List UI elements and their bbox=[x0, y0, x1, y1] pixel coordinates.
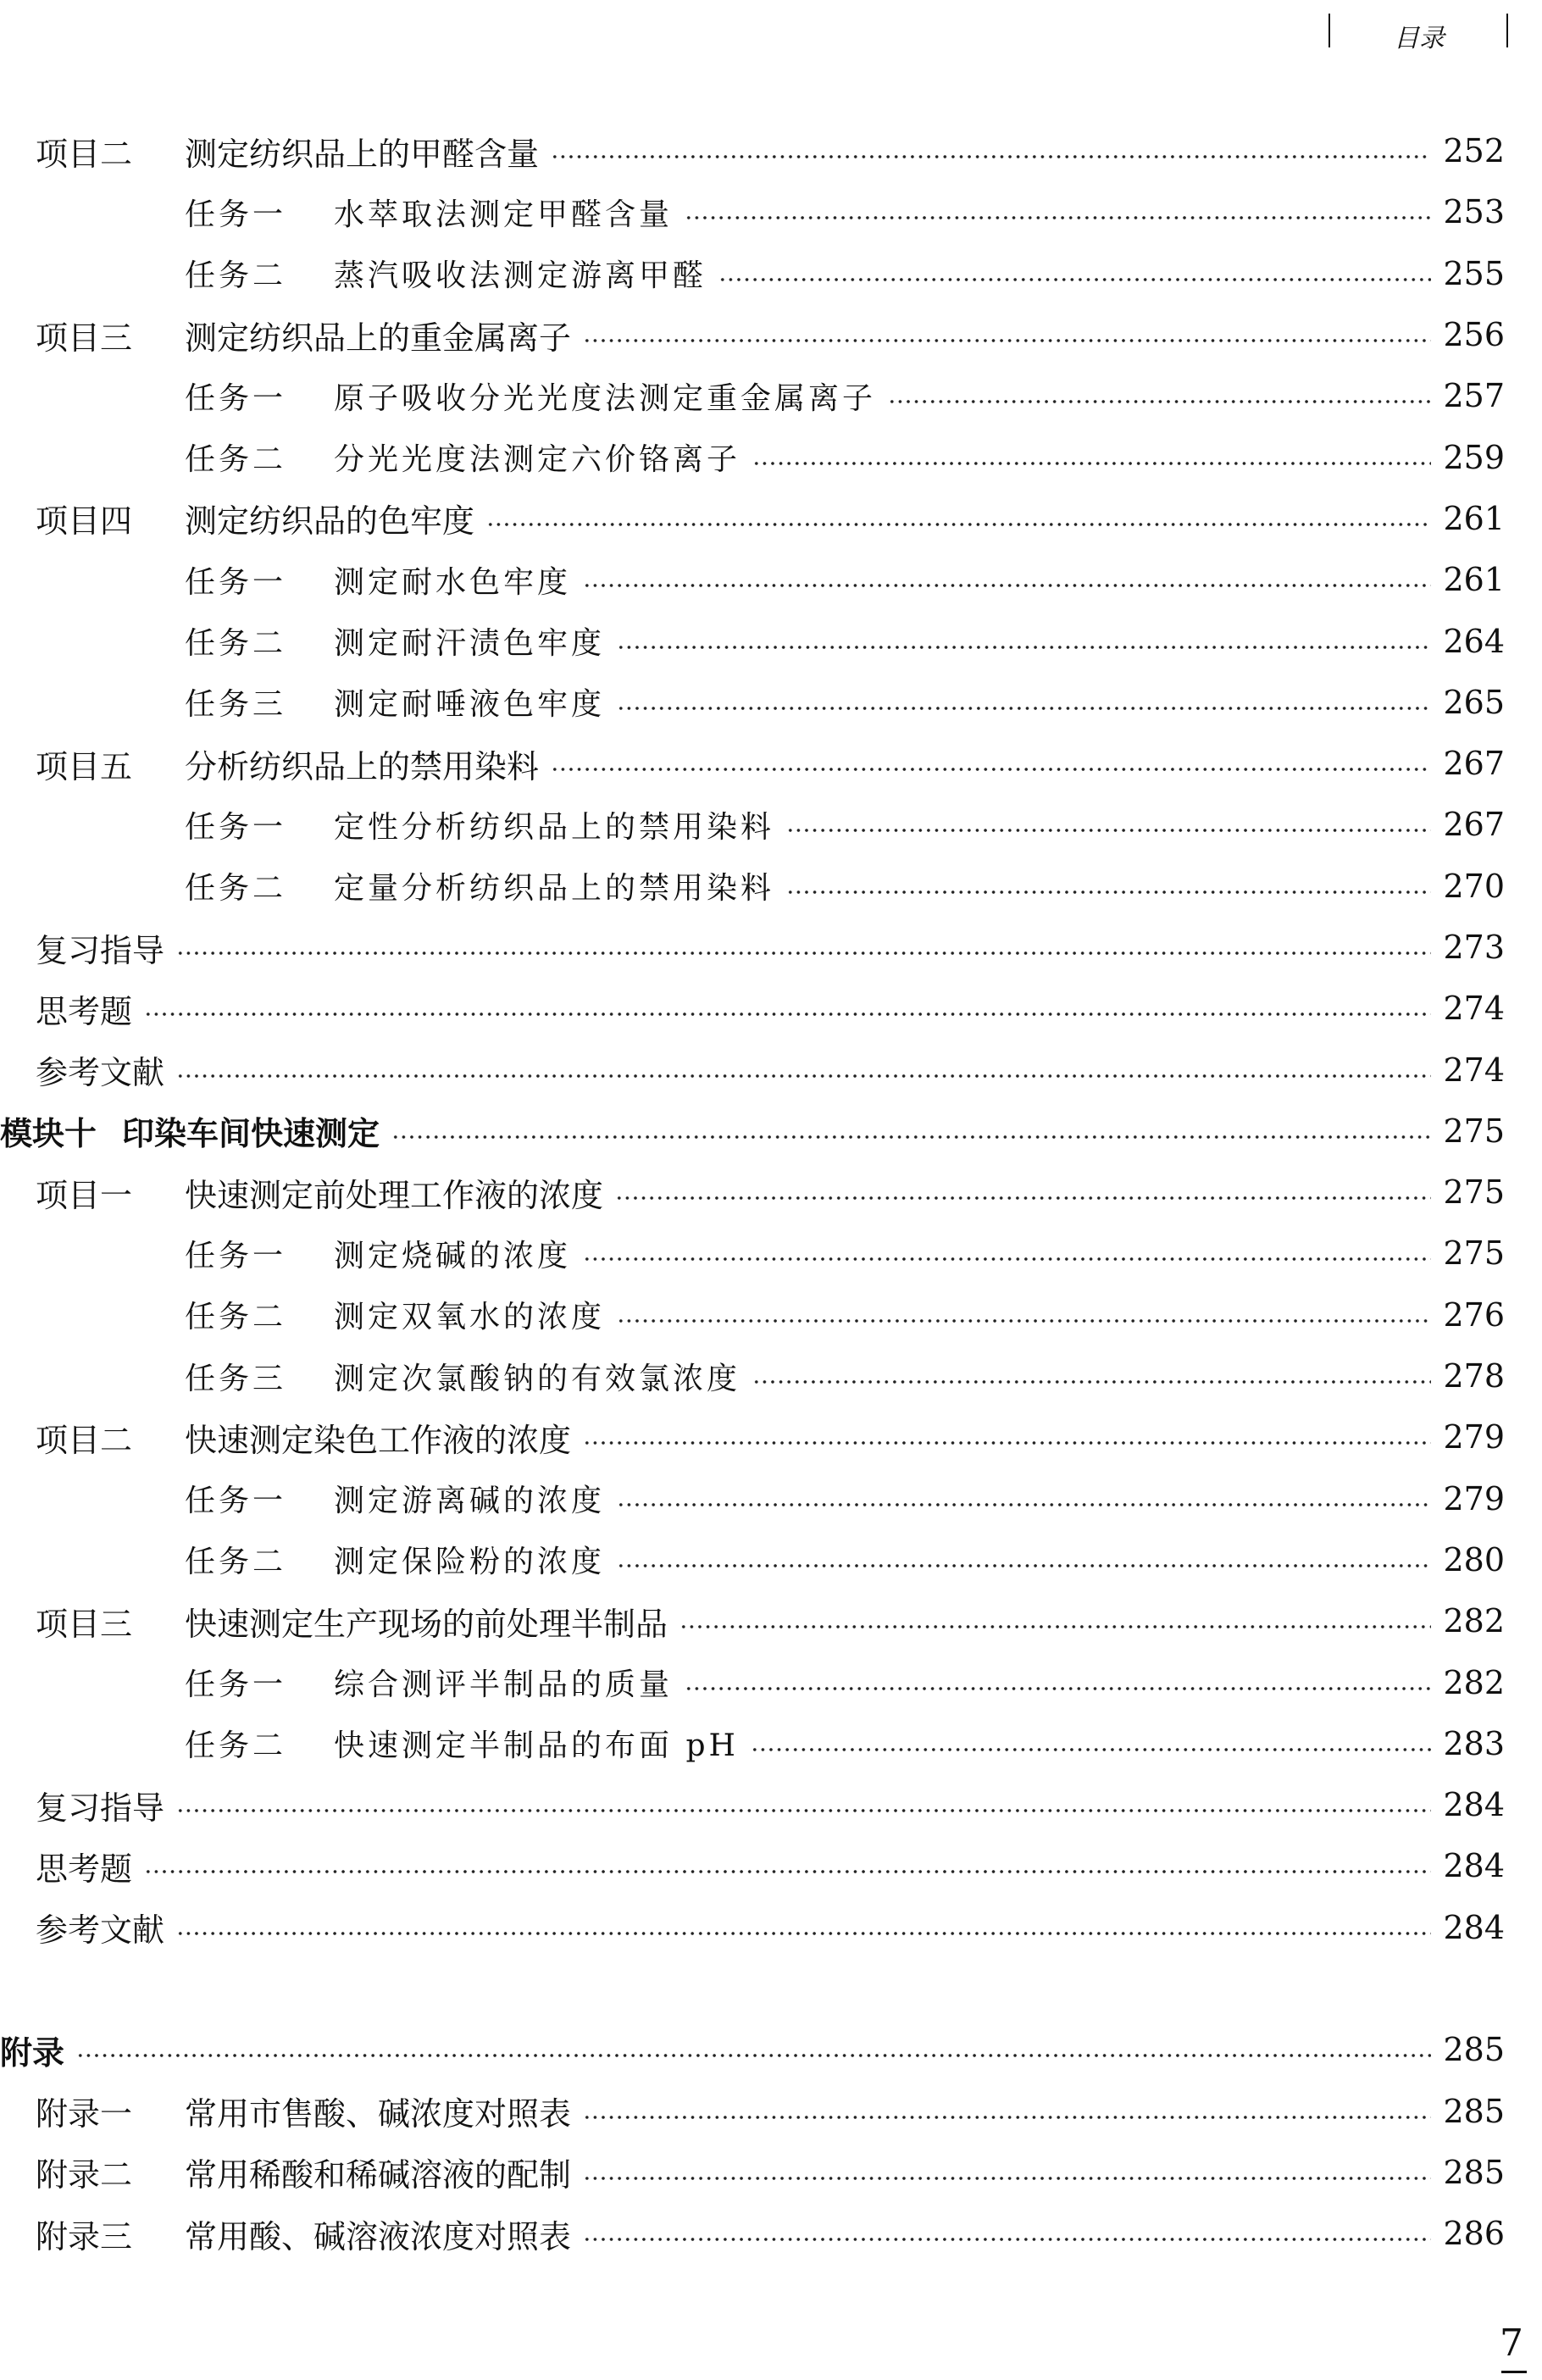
toc-entry-title: 快速测定前处理工作液的浓度 bbox=[185, 1176, 604, 1214]
toc-leader-dots bbox=[786, 890, 1431, 894]
toc-entry-content bbox=[185, 1468, 1505, 1529]
toc-entry-page: 267 bbox=[1443, 806, 1505, 844]
toc-entry-page: 285 bbox=[1443, 2092, 1505, 2130]
toc-entry-title: 综合测评半制品的质量 bbox=[334, 1667, 674, 1703]
toc-entry-page: 284 bbox=[1443, 1786, 1505, 1824]
toc-entry-content bbox=[185, 1284, 1505, 1345]
toc-entry-page: 274 bbox=[1443, 1051, 1505, 1089]
toc-entry-content bbox=[185, 610, 1505, 671]
toc-entry-module[interactable] bbox=[0, 2019, 1542, 2080]
toc-entry-label: 项目三 bbox=[36, 1605, 133, 1643]
toc-entry-title: 水萃取法测定甲醛含量 bbox=[334, 197, 674, 232]
toc-entry-task[interactable] bbox=[0, 1529, 1542, 1590]
toc-entry-content bbox=[36, 1835, 1505, 1896]
toc-entry-title: 测定烧碱的浓度 bbox=[334, 1238, 572, 1273]
toc-entry-page: 264 bbox=[1443, 622, 1505, 660]
toc-entry-label: 任务二 bbox=[185, 626, 287, 662]
toc-entry-module[interactable] bbox=[0, 1101, 1542, 1162]
toc-entry-content bbox=[36, 1162, 1505, 1223]
toc-entry-content bbox=[0, 1101, 1505, 1162]
toc-entry-task[interactable] bbox=[0, 1468, 1542, 1529]
toc-entry-content bbox=[36, 488, 1505, 549]
toc-entry-content bbox=[185, 794, 1505, 855]
toc-leader-dots bbox=[583, 1441, 1431, 1445]
toc-entry-title: 附录 bbox=[0, 2033, 65, 2072]
toc-entry-label: 任务三 bbox=[185, 687, 287, 723]
toc-entry-page: 261 bbox=[1443, 561, 1505, 599]
toc-leader-dots bbox=[583, 584, 1431, 587]
toc-entry-page: 275 bbox=[1443, 1173, 1505, 1212]
toc-entry-project[interactable] bbox=[0, 2081, 1542, 2142]
toc-entry-project[interactable] bbox=[0, 1039, 1542, 1100]
toc-entry-title: 测定游离碱的浓度 bbox=[334, 1484, 606, 1519]
toc-entry-page: 259 bbox=[1443, 438, 1505, 476]
toc-entry-page: 253 bbox=[1443, 193, 1505, 231]
toc-entry-title: 分析纺织品上的禁用染料 bbox=[185, 747, 540, 785]
toc-entry-content bbox=[185, 365, 1505, 426]
toc-entry-title: 测定双氧水的浓度 bbox=[334, 1300, 606, 1335]
toc-entry-content bbox=[36, 2142, 1505, 2203]
toc-leader-dots bbox=[617, 1564, 1431, 1567]
toc-leader-dots bbox=[679, 1625, 1431, 1628]
toc-leader-dots bbox=[617, 1319, 1431, 1323]
toc-leader-dots bbox=[551, 768, 1431, 771]
toc-entry-label: 任务一 bbox=[185, 1238, 287, 1273]
toc-entry-project[interactable] bbox=[0, 733, 1542, 794]
toc-leader-dots bbox=[685, 1687, 1431, 1690]
toc-entry-title: 测定耐水色牢度 bbox=[334, 564, 572, 600]
toc-entry-content bbox=[36, 733, 1505, 794]
toc-entry-content bbox=[36, 1590, 1505, 1651]
toc-entry-page: 282 bbox=[1443, 1663, 1505, 1701]
toc-entry-content bbox=[36, 2081, 1505, 2142]
toc-leader-dots bbox=[718, 278, 1431, 281]
toc-entry-page: 252 bbox=[1443, 132, 1505, 170]
toc-entry-label: 项目二 bbox=[36, 135, 133, 173]
toc-entry-label: 项目四 bbox=[36, 502, 133, 541]
toc-entry-page: 261 bbox=[1443, 499, 1505, 537]
toc-entry-title: 快速测定生产现场的前处理半制品 bbox=[185, 1605, 668, 1643]
toc-entry-label: 项目三 bbox=[36, 319, 133, 357]
toc-entry-title: 快速测定半制品的布面 pH bbox=[334, 1728, 739, 1764]
toc-entry-page: 255 bbox=[1443, 254, 1505, 292]
toc-entry-task[interactable] bbox=[0, 181, 1542, 242]
toc-leader-dots bbox=[176, 1809, 1431, 1812]
toc-entry-label: 附录三 bbox=[36, 2217, 133, 2255]
toc-entry-label: 任务一 bbox=[185, 809, 287, 845]
toc-entry-content bbox=[185, 549, 1505, 610]
toc-leader-dots bbox=[144, 1870, 1431, 1873]
toc-entry-project[interactable] bbox=[0, 1162, 1542, 1223]
toc-entry-title: 复习指导 bbox=[36, 1789, 165, 1827]
toc-entry-label: 任务二 bbox=[185, 442, 287, 478]
toc-entry-project[interactable] bbox=[0, 304, 1542, 365]
toc-entry-title: 思考题 bbox=[36, 1850, 133, 1888]
toc-leader-dots bbox=[176, 1074, 1431, 1078]
toc-leader-dots bbox=[583, 339, 1431, 342]
toc-entry-content bbox=[36, 1406, 1505, 1467]
toc-entry-project[interactable] bbox=[0, 917, 1542, 978]
toc-entry-project[interactable] bbox=[0, 120, 1542, 181]
header-title: 目录 bbox=[1394, 24, 1445, 53]
header-right-rule bbox=[1506, 14, 1508, 47]
toc-entry-title: 测定耐汗渍色牢度 bbox=[334, 626, 606, 662]
toc-entry-title: 分光光度法测定六价铬离子 bbox=[334, 442, 741, 478]
toc-leader-dots bbox=[583, 1257, 1431, 1261]
toc-entry-page: 267 bbox=[1443, 745, 1505, 783]
toc-entry-page: 257 bbox=[1443, 377, 1505, 415]
toc-entry-project[interactable] bbox=[0, 1835, 1542, 1896]
toc-leader-dots bbox=[176, 951, 1431, 955]
toc-entry-page: 284 bbox=[1443, 1847, 1505, 1885]
toc-entry-title: 测定次氯酸钠的有效氯浓度 bbox=[334, 1361, 741, 1396]
toc-entry-title: 印染车间快速测定 bbox=[122, 1115, 380, 1153]
toc-entry-title: 蒸汽吸收法测定游离甲醛 bbox=[334, 258, 707, 294]
toc-entry-project[interactable] bbox=[0, 1774, 1542, 1835]
toc-entry-title: 测定保险粉的浓度 bbox=[334, 1545, 606, 1580]
toc-entry-label: 模块十 bbox=[0, 1115, 97, 1153]
toc-entry-content bbox=[36, 304, 1505, 365]
toc-leader-dots bbox=[888, 400, 1431, 403]
toc-entry-task[interactable] bbox=[0, 243, 1542, 304]
toc-entry-label: 任务一 bbox=[185, 197, 287, 232]
toc-entry-content bbox=[185, 1651, 1505, 1712]
toc-entry-title: 思考题 bbox=[36, 992, 133, 1030]
toc-leader-dots bbox=[583, 2177, 1431, 2180]
toc-entry-page: 275 bbox=[1443, 1112, 1505, 1150]
toc-entry-content bbox=[185, 243, 1505, 304]
toc-entry-title: 复习指导 bbox=[36, 931, 165, 969]
toc-entry-page: 280 bbox=[1443, 1540, 1505, 1578]
toc-gap bbox=[0, 1958, 1542, 2019]
toc-leader-dots bbox=[486, 523, 1431, 526]
toc-entry-content bbox=[36, 978, 1505, 1039]
toc-entry-content bbox=[36, 2203, 1505, 2264]
toc-leader-dots bbox=[751, 1748, 1432, 1751]
toc-entry-task[interactable] bbox=[0, 1713, 1542, 1774]
toc-entry-page: 256 bbox=[1443, 316, 1505, 354]
toc-entry-task[interactable] bbox=[0, 426, 1542, 487]
toc-entry-content bbox=[36, 1897, 1505, 1958]
toc-entry-content bbox=[0, 2019, 1505, 2080]
toc-entry-title: 常用市售酸、碱浓度对照表 bbox=[185, 2095, 572, 2133]
toc-entry-project[interactable] bbox=[0, 978, 1542, 1039]
toc-entry-page: 274 bbox=[1443, 990, 1505, 1028]
toc-entry-page: 278 bbox=[1443, 1357, 1505, 1395]
toc-entry-content bbox=[185, 672, 1505, 733]
toc-entry-content bbox=[36, 120, 1505, 181]
toc-leader-dots bbox=[615, 1196, 1431, 1200]
toc-entry-task[interactable] bbox=[0, 1651, 1542, 1712]
toc-entry-label: 任务二 bbox=[185, 1545, 287, 1580]
toc-entry-task[interactable] bbox=[0, 672, 1542, 733]
toc-entry-task[interactable] bbox=[0, 1284, 1542, 1345]
toc-leader-dots bbox=[752, 462, 1431, 465]
toc-entry-task[interactable] bbox=[0, 1345, 1542, 1406]
toc-entry-title: 参考文献 bbox=[36, 1054, 165, 1092]
toc-entry-label: 项目二 bbox=[36, 1421, 133, 1459]
toc-entry-page: 265 bbox=[1443, 683, 1505, 721]
toc-entry-title: 测定纺织品上的重金属离子 bbox=[185, 319, 572, 357]
toc-leader-dots bbox=[176, 1932, 1431, 1935]
toc-entry-task[interactable] bbox=[0, 549, 1542, 610]
toc-entry-label: 任务二 bbox=[185, 1300, 287, 1335]
toc-entry-label: 任务三 bbox=[185, 1361, 287, 1396]
page-number: 7 bbox=[1500, 2322, 1523, 2365]
toc-entry-label: 任务二 bbox=[185, 1728, 287, 1764]
toc-leader-dots bbox=[617, 707, 1431, 710]
toc-entry-label: 任务一 bbox=[185, 1484, 287, 1519]
toc-leader-dots bbox=[617, 1503, 1431, 1506]
toc-entry-page: 273 bbox=[1443, 929, 1505, 966]
toc-entry-project[interactable] bbox=[0, 1590, 1542, 1651]
toc-leader-dots bbox=[144, 1012, 1431, 1016]
toc-entry-label: 任务二 bbox=[185, 258, 287, 294]
toc-entry-page: 285 bbox=[1443, 2031, 1505, 2069]
table-of-contents bbox=[0, 120, 1542, 2264]
toc-leader-dots bbox=[786, 829, 1431, 832]
toc-leader-dots bbox=[551, 155, 1431, 158]
toc-entry-project[interactable] bbox=[0, 488, 1542, 549]
toc-leader-dots bbox=[391, 1135, 1431, 1139]
toc-entry-content bbox=[185, 426, 1505, 487]
toc-leader-dots bbox=[685, 216, 1431, 219]
toc-entry-page: 285 bbox=[1443, 2153, 1505, 2191]
toc-entry-content bbox=[36, 1774, 1505, 1835]
toc-entry-page: 275 bbox=[1443, 1234, 1505, 1273]
toc-entry-task[interactable] bbox=[0, 794, 1542, 855]
toc-entry-label: 任务一 bbox=[185, 564, 287, 600]
toc-entry-label: 任务二 bbox=[185, 871, 287, 907]
toc-entry-content bbox=[36, 1039, 1505, 1100]
toc-leader-dots bbox=[752, 1380, 1431, 1384]
toc-entry-task[interactable] bbox=[0, 1223, 1542, 1284]
toc-entry-label: 任务一 bbox=[185, 1667, 287, 1703]
toc-entry-title: 原子吸收分光光度法测定重金属离子 bbox=[334, 380, 877, 416]
toc-entry-page: 270 bbox=[1443, 867, 1505, 905]
toc-entry-task[interactable] bbox=[0, 856, 1542, 917]
toc-entry-project[interactable] bbox=[0, 1897, 1542, 1958]
toc-entry-page: 284 bbox=[1443, 1908, 1505, 1946]
toc-entry-title: 定量分析纺织品上的禁用染料 bbox=[334, 871, 775, 907]
toc-entry-label: 附录二 bbox=[36, 2156, 133, 2194]
toc-entry-page: 276 bbox=[1443, 1295, 1505, 1334]
toc-entry-title: 常用稀酸和稀碱溶液的配制 bbox=[185, 2156, 572, 2194]
toc-entry-project[interactable] bbox=[0, 1406, 1542, 1467]
page-number-underline bbox=[1501, 2371, 1527, 2373]
toc-entry-title: 快速测定染色工作液的浓度 bbox=[185, 1421, 572, 1459]
toc-entry-page: 279 bbox=[1443, 1479, 1505, 1517]
toc-entry-title: 定性分析纺织品上的禁用染料 bbox=[334, 809, 775, 845]
toc-entry-content bbox=[185, 1223, 1505, 1284]
toc-leader-dots bbox=[76, 2054, 1431, 2057]
toc-entry-content bbox=[185, 856, 1505, 917]
toc-entry-title: 测定纺织品上的甲醛含量 bbox=[185, 135, 540, 173]
toc-entry-task[interactable] bbox=[0, 610, 1542, 671]
toc-leader-dots bbox=[617, 646, 1431, 649]
toc-entry-label: 附录一 bbox=[36, 2095, 133, 2133]
running-header bbox=[1322, 12, 1517, 54]
toc-entry-title: 参考文献 bbox=[36, 1911, 165, 1950]
toc-leader-dots bbox=[583, 2238, 1431, 2241]
toc-entry-label: 任务一 bbox=[185, 380, 287, 416]
toc-entry-content bbox=[185, 1713, 1505, 1774]
toc-entry-content bbox=[185, 1345, 1505, 1406]
toc-entry-label: 项目一 bbox=[36, 1176, 133, 1214]
toc-entry-title: 测定耐唾液色牢度 bbox=[334, 687, 606, 723]
toc-entry-project[interactable] bbox=[0, 2203, 1542, 2264]
toc-entry-label: 项目五 bbox=[36, 747, 133, 785]
toc-entry-page: 283 bbox=[1443, 1724, 1505, 1762]
toc-entry-title: 测定纺织品的色牢度 bbox=[185, 502, 475, 541]
toc-entry-project[interactable] bbox=[0, 2142, 1542, 2203]
toc-entry-content bbox=[185, 1529, 1505, 1590]
toc-entry-page: 286 bbox=[1443, 2215, 1505, 2253]
toc-entry-page: 279 bbox=[1443, 1418, 1505, 1456]
toc-entry-task[interactable] bbox=[0, 365, 1542, 426]
toc-entry-content bbox=[36, 917, 1505, 978]
toc-entry-content bbox=[185, 181, 1505, 242]
toc-leader-dots bbox=[583, 2116, 1431, 2119]
toc-entry-page: 282 bbox=[1443, 1602, 1505, 1640]
toc-entry-title: 常用酸、碱溶液浓度对照表 bbox=[185, 2217, 572, 2255]
